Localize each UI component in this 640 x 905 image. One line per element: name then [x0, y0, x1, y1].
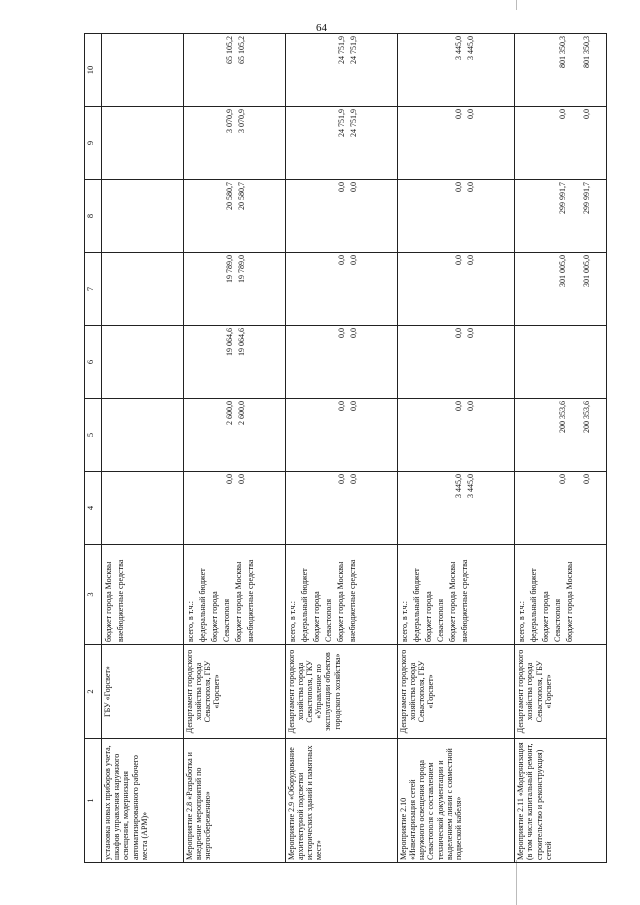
table-row: [397, 34, 514, 863]
column-header: 7: [85, 253, 102, 326]
value-line: [384, 255, 396, 323]
value-line: [489, 474, 501, 542]
value-line: [384, 182, 396, 250]
table-header-row: [85, 34, 102, 863]
value-line: [569, 182, 581, 250]
value-cell: [183, 472, 285, 545]
value-line: [248, 401, 260, 469]
funding-source-label: федеральный бюджет: [299, 568, 309, 642]
rotated-table-frame: [84, 33, 607, 863]
value-line: [372, 255, 384, 323]
funding-source-label: бюджет города Москвы: [335, 561, 345, 642]
value-line: [272, 182, 284, 250]
value-line: [158, 474, 170, 542]
column-header: 10: [85, 34, 102, 107]
value-line: [260, 109, 272, 177]
value-cell: [183, 180, 285, 253]
value-line: 20 580,7: [224, 182, 234, 210]
funding-source-cell: [397, 545, 514, 645]
value-cell: [285, 107, 397, 180]
measure-name-cell: установка новых приборов учета, шкафов управления наружного освещения, модернизация автоматизированного рабочего места (АРМ)»: [102, 739, 184, 863]
value-line: 3 445,0: [454, 36, 464, 60]
value-line: [372, 328, 384, 396]
value-line: [593, 474, 605, 542]
value-cell: [515, 180, 607, 253]
measure-name-cell: Мероприятие 2.11 «Модернизация (в том числе капитальный ремонт, строительство и реконструкция) сетей: [515, 739, 607, 863]
value-line: [170, 182, 182, 250]
value-line: 3 445,0: [454, 474, 464, 498]
funding-source-label: бюджет города Севастополя: [541, 591, 563, 642]
value-line: [360, 401, 372, 469]
value-line: [272, 474, 284, 542]
value-line: 19 064,6: [224, 328, 234, 356]
funding-source-label: бюджет города Москвы: [565, 561, 575, 642]
value-line: 0,0: [466, 401, 476, 411]
value-line: [272, 401, 284, 469]
value-line: [384, 328, 396, 396]
value-line: 0,0: [582, 474, 591, 484]
page-number: 64: [316, 22, 327, 34]
value-cell: [102, 326, 184, 399]
value-line: [581, 328, 593, 396]
executor-cell: Департамент городского хозяйства города Севастополя, ГКУ «Управление по эксплуатации объектов городского хозяйства»: [285, 645, 397, 739]
funding-source-label: внебюджетные средства: [347, 559, 357, 642]
value-line: [248, 109, 260, 177]
value-cell: [515, 34, 607, 107]
value-line: 0,0: [336, 255, 346, 265]
value-line: [170, 109, 182, 177]
value-line: [360, 182, 372, 250]
value-line: [170, 36, 182, 104]
value-line: [569, 36, 581, 104]
column-header: 4: [85, 472, 102, 545]
value-line: 801 350,3: [582, 36, 591, 68]
value-line: 0,0: [348, 328, 358, 338]
value-cell: [515, 253, 607, 326]
value-cell: [515, 472, 607, 545]
value-line: 0,0: [454, 109, 464, 119]
value-line: [569, 255, 581, 323]
value-line: [170, 328, 182, 396]
funding-source-cell: [183, 545, 285, 645]
value-line: 0,0: [466, 182, 476, 192]
value-line: [360, 36, 372, 104]
value-cell: [397, 107, 514, 180]
value-line: 2 600,0: [236, 401, 246, 425]
value-line: [272, 328, 284, 396]
funding-source-label: федеральный бюджет: [529, 568, 539, 642]
value-line: 0,0: [466, 255, 476, 265]
funding-source-cell: [285, 545, 397, 645]
value-line: [384, 36, 396, 104]
value-cell: [183, 399, 285, 472]
value-line: 0,0: [224, 474, 234, 484]
value-line: 24 751,9: [348, 36, 358, 64]
value-line: [372, 36, 384, 104]
value-cell: [285, 34, 397, 107]
executor-cell: Департамент городского хозяйства города Севастополя, ГБУ «Горсвет»: [183, 645, 285, 739]
value-line: 3 445,0: [466, 36, 476, 60]
value-line: 0,0: [336, 328, 346, 338]
value-line: [501, 474, 513, 542]
value-line: [593, 328, 605, 396]
value-line: [384, 401, 396, 469]
funding-source-cell: [515, 545, 607, 645]
value-line: 2 600,0: [224, 401, 234, 425]
value-line: 20 580,7: [236, 182, 246, 210]
value-line: [360, 328, 372, 396]
value-line: [360, 255, 372, 323]
value-line: [372, 474, 384, 542]
value-line: [248, 255, 260, 323]
value-line: [260, 182, 272, 250]
value-line: 24 751,9: [336, 109, 346, 137]
value-line: [158, 36, 170, 104]
value-line: [372, 109, 384, 177]
value-cell: [102, 472, 184, 545]
value-line: [489, 401, 501, 469]
table-row: [183, 34, 285, 863]
value-line: [501, 109, 513, 177]
value-cell: [285, 326, 397, 399]
value-line: [158, 328, 170, 396]
value-line: 0,0: [454, 328, 464, 338]
value-cell: [515, 399, 607, 472]
value-line: [260, 255, 272, 323]
value-line: [158, 255, 170, 323]
scan-artifact-line: [516, 0, 517, 10]
value-cell: [183, 34, 285, 107]
value-line: [272, 36, 284, 104]
funding-source-label: бюджет города Москвы: [233, 561, 243, 642]
value-cell: [285, 180, 397, 253]
executor-cell: Департамент городского хозяйства города Севастополя, ГБУ «Горсвет»: [397, 645, 514, 739]
value-line: [557, 328, 569, 396]
funding-source-label: бюджет города Севастополя: [423, 591, 445, 642]
value-cell: [515, 107, 607, 180]
table-row: [515, 34, 607, 863]
value-line: 0,0: [336, 474, 346, 484]
value-cell: [183, 107, 285, 180]
value-cell: [397, 399, 514, 472]
value-line: 19 789,0: [224, 255, 234, 283]
value-line: [477, 255, 489, 323]
value-line: 0,0: [582, 109, 591, 119]
value-cell: [183, 253, 285, 326]
value-line: [384, 109, 396, 177]
value-line: 0,0: [348, 255, 358, 265]
funding-source-label: внебюджетные средства: [245, 559, 255, 642]
funding-source-cell: [102, 545, 184, 645]
value-cell: [397, 326, 514, 399]
funding-table: [84, 33, 607, 863]
value-line: [501, 182, 513, 250]
value-line: [569, 401, 581, 469]
measure-name-cell: Мероприятие 2.8 «Разработка и внедрение мероприятий по энергосбережению»: [183, 739, 285, 863]
funding-source-label: внебюджетные средства: [459, 559, 469, 642]
value-cell: [397, 180, 514, 253]
value-line: 3 070,9: [236, 109, 246, 133]
value-cell: [515, 326, 607, 399]
funding-source-label: всего, в т.ч.:: [399, 601, 409, 642]
value-line: [260, 474, 272, 542]
column-header: 3: [85, 545, 102, 645]
value-line: [477, 401, 489, 469]
funding-source-label: федеральный бюджет: [197, 568, 207, 642]
column-header: 9: [85, 107, 102, 180]
funding-source-label: бюджет города Москвы: [104, 561, 113, 642]
value-line: [501, 328, 513, 396]
value-cell: [285, 472, 397, 545]
value-cell: [102, 253, 184, 326]
value-cell: [397, 34, 514, 107]
value-line: 0,0: [466, 328, 476, 338]
value-line: [360, 474, 372, 542]
value-line: [260, 36, 272, 104]
value-line: 301 005,0: [582, 255, 591, 287]
value-line: 301 005,0: [558, 255, 567, 287]
value-cell: [102, 180, 184, 253]
value-cell: [285, 399, 397, 472]
funding-source-label: бюджет города Севастополя: [311, 591, 333, 642]
executor-cell: Департамент городского хозяйства города Севастополя, ГБУ «Горсвет»: [515, 645, 607, 739]
value-cell: [397, 472, 514, 545]
value-line: [248, 36, 260, 104]
value-line: [489, 255, 501, 323]
value-line: 299 991,7: [582, 182, 591, 214]
value-line: 19 064,6: [236, 328, 246, 356]
value-line: [569, 474, 581, 542]
value-line: [248, 182, 260, 250]
value-line: [170, 401, 182, 469]
measure-name-cell: Мероприятие 2.9 «Оборудование архитектурной подсветки исторических зданий и памятных мест»: [285, 739, 397, 863]
value-line: [170, 474, 182, 542]
value-line: [569, 109, 581, 177]
value-line: [477, 328, 489, 396]
value-line: [477, 36, 489, 104]
value-cell: [397, 253, 514, 326]
value-line: [260, 401, 272, 469]
value-line: [501, 401, 513, 469]
column-header: 8: [85, 180, 102, 253]
value-line: [593, 255, 605, 323]
value-cell: [102, 107, 184, 180]
value-line: 0,0: [558, 474, 567, 484]
value-line: [477, 109, 489, 177]
value-line: 3 445,0: [466, 474, 476, 498]
funding-source-label: внебюджетные средства: [116, 559, 125, 642]
funding-source-label: федеральный бюджет: [411, 568, 421, 642]
value-cell: [102, 34, 184, 107]
value-line: [593, 401, 605, 469]
value-line: [501, 36, 513, 104]
value-line: [372, 182, 384, 250]
value-line: [158, 182, 170, 250]
value-line: [489, 328, 501, 396]
value-line: 0,0: [336, 182, 346, 192]
value-line: 0,0: [454, 255, 464, 265]
value-line: [248, 474, 260, 542]
column-header: 2: [85, 645, 102, 739]
scan-artifact-line: [516, 860, 517, 905]
value-line: 19 789,0: [236, 255, 246, 283]
value-line: [477, 182, 489, 250]
funding-source-label: всего, в т.ч.:: [185, 601, 195, 642]
value-line: 200 353,6: [582, 401, 591, 433]
value-line: 0,0: [466, 109, 476, 119]
value-line: 0,0: [348, 401, 358, 411]
value-line: 200 353,6: [558, 401, 567, 433]
value-line: [489, 36, 501, 104]
value-line: [593, 182, 605, 250]
value-line: [489, 182, 501, 250]
value-cell: [102, 399, 184, 472]
funding-source-label: всего, в т.ч.:: [287, 601, 297, 642]
value-cell: [285, 253, 397, 326]
funding-source-label: всего, в т.ч.:: [517, 601, 527, 642]
value-line: [170, 255, 182, 323]
value-line: 0,0: [336, 401, 346, 411]
value-line: [593, 109, 605, 177]
executor-cell: ГБУ «Горсвет»: [102, 645, 184, 739]
value-line: 0,0: [348, 182, 358, 192]
value-line: 299 991,7: [558, 182, 567, 214]
value-line: 3 070,9: [224, 109, 234, 133]
column-header: 1: [85, 739, 102, 863]
column-header: 6: [85, 326, 102, 399]
value-line: 0,0: [454, 182, 464, 192]
table-row: [285, 34, 397, 863]
table-row: [102, 34, 184, 863]
value-line: [569, 328, 581, 396]
value-cell: [183, 326, 285, 399]
value-line: [158, 401, 170, 469]
column-header: 5: [85, 399, 102, 472]
funding-source-label: бюджет города Москвы: [447, 561, 457, 642]
value-line: [260, 328, 272, 396]
value-line: [489, 109, 501, 177]
funding-source-label: бюджет города Севастополя: [209, 591, 231, 642]
value-line: [158, 109, 170, 177]
value-line: 24 751,9: [348, 109, 358, 137]
rotated-table-container: [84, 33, 607, 863]
value-line: [593, 36, 605, 104]
value-line: [248, 328, 260, 396]
value-line: [372, 401, 384, 469]
value-line: [272, 255, 284, 323]
measure-name-cell: Мероприятие 2.10 «Инвентаризация сетей наружного освещения города Севастополя с составлением технической документации и выделением линии с совместной подвеской кабеля»: [397, 739, 514, 863]
value-line: 801 350,3: [558, 36, 567, 68]
value-line: [384, 474, 396, 542]
value-line: [477, 474, 489, 542]
value-line: 0,0: [454, 401, 464, 411]
value-line: [501, 255, 513, 323]
value-line: 0,0: [558, 109, 567, 119]
value-line: 0,0: [236, 474, 246, 484]
value-line: 24 751,9: [336, 36, 346, 64]
table-body: [102, 34, 607, 863]
value-line: [360, 109, 372, 177]
value-line: 65 105,2: [224, 36, 234, 64]
value-line: 65 105,2: [236, 36, 246, 64]
value-line: [272, 109, 284, 177]
value-line: 0,0: [348, 474, 358, 484]
